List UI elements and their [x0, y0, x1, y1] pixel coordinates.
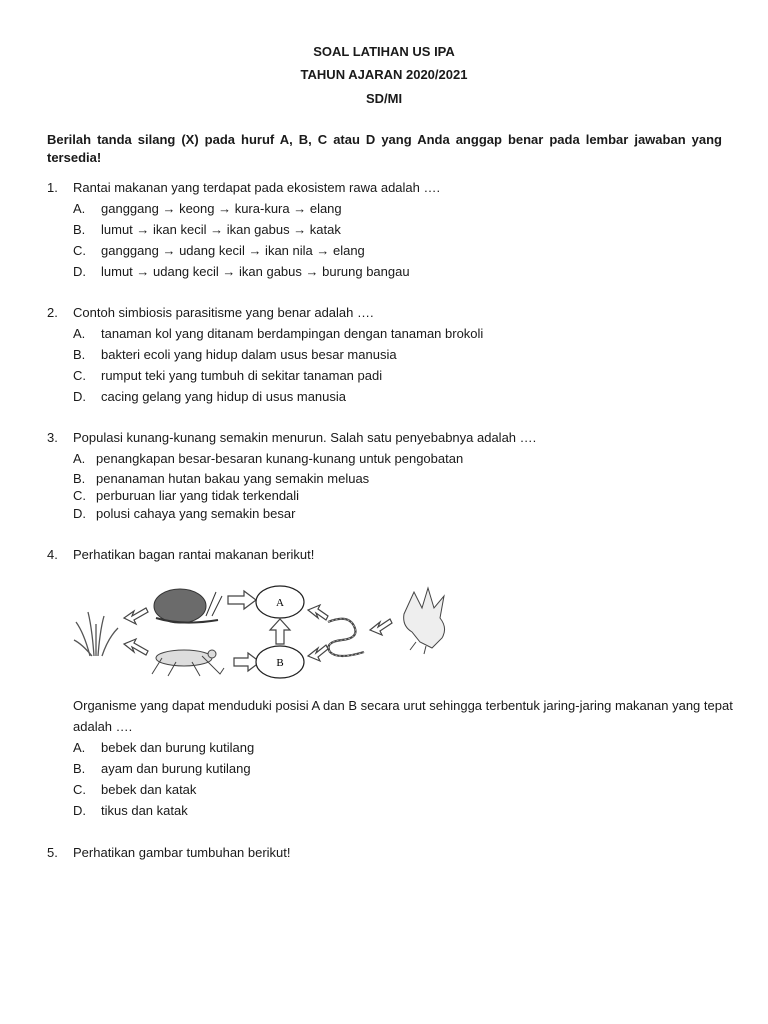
arrow-icon [308, 645, 328, 661]
arrow-icon [124, 608, 148, 624]
snake-icon [328, 619, 364, 656]
food-web-diagram [72, 578, 472, 688]
svg-text:B: B [276, 657, 284, 669]
option-text: ganggang → udang kecil → ikan nila → elang [101, 243, 365, 258]
option-text: perburuan liar yang tidak terkendali [96, 488, 300, 503]
option-text: penanaman hutan bakau yang semakin meluas [96, 471, 370, 486]
option-text: bebek dan katak [101, 782, 197, 797]
option-text: lumut → udang kecil → ikan gabus → burung bangau [101, 264, 410, 279]
question-text: Contoh simbiosis parasitisme yang benar adalah …. [73, 305, 374, 320]
option-letter: D. [73, 389, 86, 404]
question-number: 5. [47, 845, 58, 860]
option-text: tanaman kol yang ditanam berdampingan dengan tanaman brokoli [101, 326, 484, 341]
option-letter: A. [73, 740, 86, 755]
option-text: cacing gelang yang hidup di usus manusia [101, 389, 347, 404]
option-text: ganggang → keong → kura-kura → elang [101, 201, 342, 216]
option-letter: B. [73, 347, 86, 362]
arrow-icon [124, 639, 148, 655]
question-number: 4. [47, 547, 58, 562]
option-text: bebek dan burung kutilang [101, 740, 255, 755]
option-letter: D. [73, 803, 86, 818]
option-letter: B. [73, 761, 86, 776]
option-letter: C. [73, 243, 86, 258]
arrow-icon [308, 605, 328, 620]
option-letter: A. [73, 201, 86, 216]
svg-text:A: A [276, 597, 284, 609]
question-text: Rantai makanan yang terdapat pada ekosistem rawa adalah …. [73, 180, 441, 195]
question-text: Populasi kunang-kunang semakin menurun. Salah satu penyebabnya adalah …. [73, 430, 537, 445]
option-text: bakteri ecoli yang hidup dalam usus besar manusia [101, 347, 397, 362]
question-number: 3. [47, 430, 58, 445]
option-letter: B. [73, 222, 86, 237]
option-letter: C. [73, 368, 86, 383]
option-letter: D. [73, 264, 86, 279]
instructions: Berilah tanda silang (X) pada huruf A, B, C atau D yang Anda anggap benar pada lembar jawaban yang tersedia! [47, 132, 722, 165]
grasshopper-icon [152, 650, 224, 676]
question-number: 2. [47, 305, 58, 320]
option-letter: B. [73, 471, 86, 486]
question-text: Perhatikan gambar tumbuhan berikut! [73, 845, 291, 860]
grass-icon [74, 612, 118, 656]
option-text: tikus dan katak [101, 803, 188, 818]
option-text: polusi cahaya yang semakin besar [96, 506, 296, 521]
arrow-icon [370, 619, 392, 635]
snail-icon [154, 589, 222, 623]
option-text: penangkapan besar-besaran kunang-kunang untuk pengobatan [96, 451, 464, 466]
question-text: Perhatikan bagan rantai makanan berikut! [73, 547, 315, 562]
node-b [256, 646, 304, 678]
option-text: lumut → ikan kecil → ikan gabus → katak [101, 222, 341, 237]
school-level: SD/MI [365, 91, 403, 106]
option-letter: A. [73, 326, 86, 341]
question-paragraph: Organisme yang dapat menduduki posisi A dan B secara urut sehingga terbentuk jaring-jaring makanan yang tepat adalah …. [73, 698, 733, 734]
node-a [256, 586, 304, 618]
option-text: rumput teki yang tumbuh di sekitar tanaman padi [101, 368, 383, 383]
option-text: ayam dan burung kutilang [101, 761, 251, 776]
doc-title: SOAL LATIHAN US IPA [313, 44, 455, 59]
arrow-icon [228, 591, 256, 609]
arrow-icon [270, 619, 290, 644]
academic-year: TAHUN AJARAN 2020/2021 [300, 67, 468, 82]
option-letter: C. [73, 782, 86, 797]
eagle-icon [404, 588, 445, 654]
question-number: 1. [47, 180, 58, 195]
option-letter: A. [73, 451, 86, 466]
option-letter: C. [73, 488, 86, 503]
option-letter: D. [73, 506, 86, 521]
